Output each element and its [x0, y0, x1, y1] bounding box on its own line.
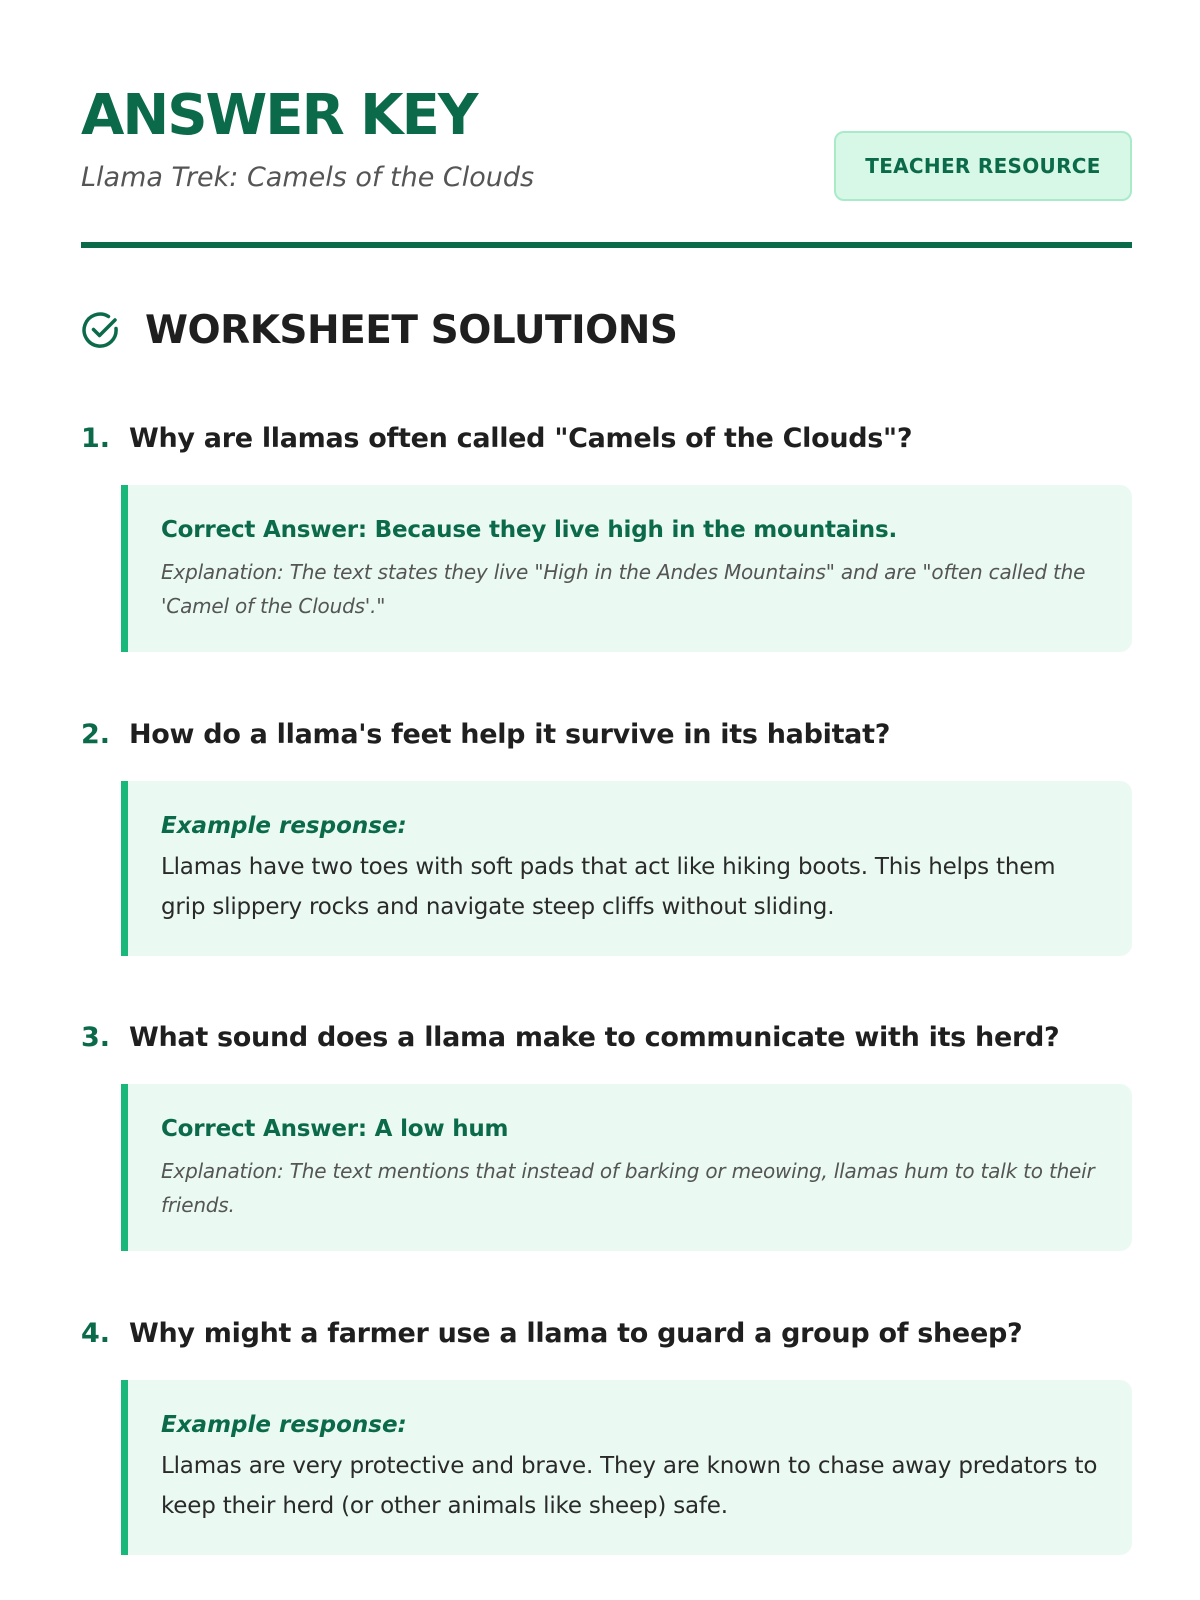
- question-item: [81, 1318, 1132, 1519]
- example-response-text: Llamas are very protective and brave. They are known to chase away predators to keep their herd (or other animals like sheep) safe.: [161, 1453, 1098, 1519]
- question-number: 2.: [81, 719, 111, 750]
- example-response-label: Example response:: [161, 813, 407, 839]
- answer-box: [121, 781, 1132, 956]
- question-number: 4.: [81, 1318, 111, 1349]
- question-heading: [81, 1318, 1132, 1364]
- question-text: Why are llamas often called "Camels of the Clouds"?: [129, 423, 913, 454]
- question-text: Why might a farmer use a llama to guard a group of sheep?: [129, 1318, 1023, 1349]
- question-number: 3.: [81, 1022, 111, 1053]
- check-circle-icon: [81, 310, 121, 350]
- question-item: [81, 423, 1132, 618]
- question-item: [81, 1022, 1132, 1217]
- answer-box: [121, 1084, 1132, 1251]
- teacher-resource-badge: TEACHER RESOURCE: [834, 131, 1132, 201]
- question-text: What sound does a llama make to communicate with its herd?: [129, 1022, 1060, 1053]
- answer-box: [121, 485, 1132, 652]
- correct-answer: Correct Answer: Because they live high in the mountains.: [161, 517, 898, 543]
- answer-explanation: Explanation: The text states they live "High in the Andes Mountains" and are "often called the 'Camel of the Clouds'.": [161, 560, 1086, 618]
- question-item: [81, 719, 1132, 920]
- header-divider: [81, 242, 1132, 248]
- question-heading: [81, 1022, 1132, 1068]
- question-number: 1.: [81, 423, 111, 454]
- answer-explanation: Explanation: The text mentions that instead of barking or meowing, llamas hum to talk to their friends.: [161, 1159, 1095, 1217]
- question-heading: [81, 423, 1132, 469]
- correct-answer: Correct Answer: A low hum: [161, 1116, 509, 1142]
- section-title: WORKSHEET SOLUTIONS: [145, 307, 678, 353]
- question-text: How do a llama's feet help it survive in its habitat?: [129, 719, 891, 750]
- page-title: ANSWER KEY: [81, 83, 477, 148]
- example-response-text: Llamas have two toes with soft pads that act like hiking boots. This helps them grip slippery rocks and navigate steep cliffs without sliding.: [161, 854, 1056, 920]
- answer-key-page: [81, 0, 1132, 1519]
- section-heading: [81, 300, 677, 360]
- answer-box: [121, 1380, 1132, 1555]
- page-header: [81, 0, 1132, 248]
- example-response-label: Example response:: [161, 1412, 407, 1438]
- page-subtitle: Llama Trek: Camels of the Clouds: [81, 162, 535, 193]
- question-heading: [81, 719, 1132, 765]
